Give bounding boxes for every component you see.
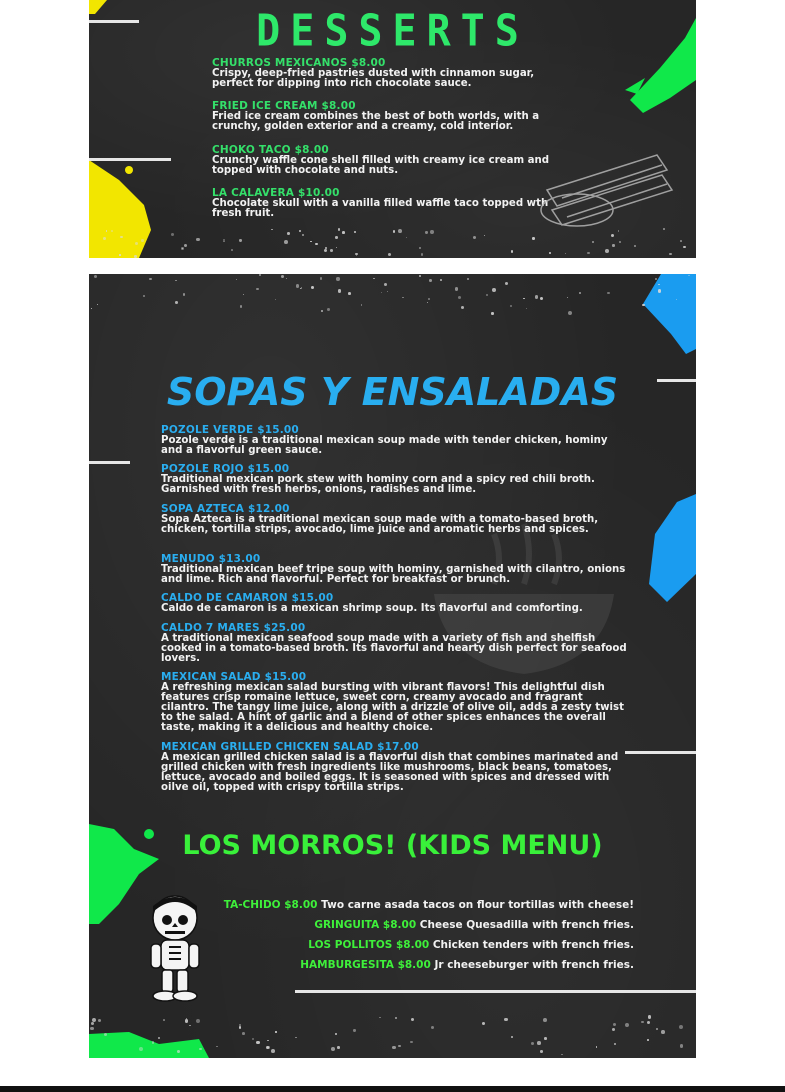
chalk-speck [568, 311, 572, 315]
chalk-speck [315, 243, 317, 245]
chalk-speck [484, 235, 486, 237]
chalk-speck [239, 1026, 241, 1028]
chalk-speck [683, 246, 686, 249]
chalk-speck [381, 292, 382, 293]
chalk-speck [486, 294, 489, 297]
chalk-speck [523, 298, 524, 299]
chalk-speck [336, 277, 339, 280]
chalk-speck [565, 253, 566, 254]
chalk-speck [461, 306, 465, 310]
chalk-speck [216, 1046, 217, 1047]
divider-rule [89, 158, 171, 161]
item-description: Traditional mexican beef tripe soup with hominy, garnished with cilantro, onions and lime. Rich and flavorful. Perfect for breakfast or brunch. [161, 564, 626, 585]
chalk-speck [619, 241, 621, 243]
chalk-speck [184, 244, 187, 247]
chalk-speck [641, 1021, 643, 1023]
chalk-speck [353, 1029, 355, 1031]
chalk-speck [680, 240, 682, 242]
desserts-title: DESSERTS [256, 5, 529, 57]
chalk-speck [302, 234, 303, 235]
kids-menu-item [300, 959, 634, 971]
chalk-speck [256, 288, 259, 291]
chalk-speck [567, 297, 569, 299]
kids-menu-item [314, 919, 634, 931]
chalk-speck [91, 308, 93, 310]
chalk-speck [663, 228, 665, 230]
chalk-speck [605, 249, 609, 253]
chalk-speck [152, 1041, 154, 1043]
chalk-speck [231, 249, 233, 251]
chalk-speck [134, 255, 136, 257]
chalk-speck [419, 247, 421, 249]
blue-paint-splash [647, 494, 696, 604]
chalk-speck [175, 301, 178, 304]
item-name: POZOLE VERDE $15.00 [161, 424, 299, 436]
yellow-paint-splash [89, 150, 159, 258]
menu-item [212, 101, 572, 132]
chalk-speck [680, 1044, 683, 1047]
menu-item [212, 188, 572, 219]
chalk-speck [647, 1039, 649, 1041]
chalk-speck [540, 1050, 543, 1053]
chalk-speck [239, 239, 241, 241]
chalk-speck [223, 239, 225, 241]
item-name: LOS POLLITOS $8.00 [308, 939, 430, 951]
chalk-speck [331, 1047, 335, 1051]
divider-rule [295, 990, 696, 993]
chalk-speck [388, 253, 391, 256]
chalk-speck [286, 278, 287, 279]
item-name: MEXICAN SALAD $15.00 [161, 671, 307, 683]
sopas-title: SOPAS Y ENSALADAS [166, 370, 619, 414]
chalk-speck [267, 1040, 268, 1041]
chalk-speck [618, 230, 619, 231]
item-description: Cheese Quesadilla with french fries. [419, 919, 634, 931]
soups-panel [89, 274, 696, 1058]
chalk-speck [119, 254, 121, 256]
chalk-speck [648, 1015, 651, 1018]
menu-item [212, 58, 572, 89]
item-name: TA-CHIDO $8.00 [223, 899, 318, 911]
item-description: A traditional mexican seafood soup made with a variety of fish and shelfish cooked in a tomato-based broth. Its flavorful and hearty dish perfect for seafood lovers. [161, 633, 627, 664]
chalk-speck [425, 231, 427, 233]
item-name: MEXICAN GRILLED CHICKEN SALAD $17.00 [161, 741, 419, 753]
chalk-speck [354, 231, 357, 234]
chalk-speck [335, 236, 338, 239]
chalk-speck [252, 1038, 254, 1040]
chalk-speck [281, 275, 284, 278]
chalk-speck [338, 289, 342, 293]
chalk-speck [321, 310, 323, 312]
chalk-speck [458, 296, 461, 299]
chalk-speck [335, 1033, 337, 1035]
chalk-speck [596, 1046, 597, 1047]
chalk-speck [171, 233, 174, 236]
chalk-speck [175, 280, 176, 281]
chalk-speck [592, 241, 594, 243]
chalk-speck [310, 241, 311, 242]
chalk-speck [94, 275, 97, 278]
chalk-speck [361, 304, 362, 305]
chalk-speck [561, 1054, 562, 1055]
chalk-speck [97, 304, 98, 305]
chalk-speck [243, 294, 244, 295]
desserts-panel [89, 0, 696, 258]
item-name: CHURROS MEXICANOS $8.00 [212, 57, 386, 69]
chalk-speck [642, 304, 644, 306]
chalk-speck [505, 282, 508, 285]
green-paint-splash [89, 1014, 209, 1058]
chalk-speck [656, 1028, 658, 1030]
chalk-speck [492, 288, 496, 292]
chalk-speck [428, 298, 430, 300]
item-name: LA CALAVERA $10.00 [212, 187, 340, 199]
chalk-speck [135, 242, 138, 245]
chalk-speck [532, 237, 534, 239]
chalk-speck [427, 302, 428, 303]
chalk-speck [299, 230, 301, 232]
chalk-speck [510, 305, 512, 307]
item-description: Jr cheeseburger with french fries. [434, 959, 634, 971]
item-description: Caldo de camaron is a mexican shrimp soup. Its flavorful and comforting. [161, 603, 583, 614]
item-name: CALDO DE CAMARON $15.00 [161, 592, 334, 604]
chalk-speck [467, 278, 469, 280]
chalk-speck [348, 292, 351, 295]
chalk-speck [266, 1046, 269, 1049]
menu-item [212, 145, 572, 176]
chalk-speck [287, 232, 290, 235]
chalk-speck [256, 1041, 259, 1044]
chalk-speck [614, 1043, 616, 1045]
chalk-speck [143, 295, 145, 297]
chalk-speck [431, 1026, 435, 1030]
chalk-speck [410, 1041, 412, 1043]
divider-rule [89, 461, 130, 464]
chalk-speck [579, 292, 581, 294]
menu-item [161, 742, 631, 793]
chalk-speck [544, 1037, 547, 1040]
chalk-speck [295, 1037, 296, 1038]
chalk-speck [611, 234, 614, 237]
skeleton-kid-illustration [147, 894, 203, 1002]
kids-menu-item [224, 899, 634, 911]
chalk-speck [473, 236, 476, 239]
chalk-speck [355, 253, 358, 256]
item-name: GRINGUITA $8.00 [314, 919, 417, 931]
chalk-speck [373, 278, 375, 280]
chalk-speck [537, 1041, 541, 1045]
chalk-speck [239, 1024, 241, 1026]
item-description: Sopa Azteca is a traditional mexican soup made with a tomato-based broth, chicken, tortilla strips, avocado, lime juice and aromatic herbs and spices. [161, 514, 599, 535]
chalk-speck [236, 279, 237, 280]
divider-rule [625, 751, 696, 754]
chalk-speck [395, 1017, 397, 1019]
churro-illustration [537, 140, 687, 230]
item-description: A refreshing mexican salad bursting with vibrant flavors! This delightful dish features crisp romaine lettuce, sweet corn, creamy avocado and fragrant cilantro. The tangy lime juice, along with a drizzle of olive oil, adds a zesty twist to the salad. A hint of garlic and a blend of other spices enhances the overall taste, making it a delicious and healthy choice. [161, 682, 624, 733]
chalk-speck [455, 287, 459, 291]
chalk-speck [540, 297, 544, 301]
chalk-speck [320, 277, 323, 280]
chalk-speck [613, 1023, 616, 1026]
chalk-speck [199, 1048, 202, 1051]
item-description: A mexican grilled chicken salad is a flavorful dish that combines marinated and grilled chicken with fresh ingredients like mushrooms, black beans, tomatoes, lettuce, avocado and boiled eggs. It is seasoned with spices and dressed with oilve oil, topped with crispy tortilla strips. [161, 752, 619, 793]
item-description: Two carne asada tacos on flour tortillas with cheese! [321, 899, 634, 911]
chalk-speck [181, 247, 184, 250]
chalk-speck [676, 299, 677, 300]
menu-item [161, 672, 631, 733]
item-description: Chicken tenders with french fries. [432, 939, 634, 951]
kids-menu-title: LOS MORROS! (KIDS MENU) [182, 830, 603, 861]
chalk-speck [612, 244, 614, 246]
chalk-speck [336, 247, 337, 248]
menu-item [161, 464, 631, 495]
chalk-speck [139, 1047, 143, 1051]
chalk-speck [411, 1018, 414, 1021]
chalk-speck [440, 279, 442, 281]
item-description: Crunchy waffle cone shell filled with creamy ice cream and topped with chocolate and nuts. [212, 155, 550, 176]
chalk-speck [419, 275, 421, 277]
chalk-speck [491, 312, 493, 314]
item-description: Traditional mexican pork stew with hominy corn and a spicy red chili broth. Garnished with fresh herbs, onions, radishes and lime. [161, 474, 595, 495]
item-name: HAMBURGESITA $8.00 [300, 959, 431, 971]
chalk-speck [511, 1036, 513, 1038]
chalk-speck [120, 236, 122, 238]
menu-item [161, 425, 631, 456]
chalk-speck [625, 1023, 629, 1027]
chalk-speck [535, 295, 538, 298]
chalk-speck [311, 286, 314, 289]
chalk-speck [406, 237, 408, 239]
chalk-speck [429, 279, 432, 282]
chalk-speck [607, 292, 609, 294]
chalk-speck [296, 284, 300, 288]
chalk-speck [661, 1030, 665, 1034]
chalk-speck [504, 1018, 507, 1021]
chalk-speck [242, 1032, 245, 1035]
chalk-speck [421, 253, 423, 255]
chalk-speck [275, 1031, 276, 1032]
item-name: SOPA AZTECA $12.00 [161, 503, 290, 515]
chalk-speck [393, 230, 395, 232]
chalk-speck [141, 239, 144, 242]
chalk-speck [342, 231, 345, 234]
chalk-speck [634, 245, 636, 247]
item-name: FRIED ICE CREAM $8.00 [212, 100, 356, 112]
menu-item [161, 623, 631, 664]
chalk-speck [196, 1019, 200, 1023]
chalk-speck [531, 1042, 534, 1045]
chalk-speck [338, 228, 340, 230]
chalk-speck [327, 308, 330, 311]
chalk-speck [430, 230, 434, 234]
chalk-speck [183, 293, 185, 295]
chalk-speck [612, 1028, 615, 1031]
chalk-speck [271, 1049, 275, 1053]
chalk-speck [275, 299, 276, 300]
chalk-speck [384, 283, 387, 286]
blue-paint-splash [641, 274, 696, 354]
chalk-speck [91, 1022, 94, 1025]
bottom-border-bar [0, 1086, 785, 1092]
item-description: Fried ice cream combines the best of both worlds, with a crunchy, golden exterior and a creamy, cold interior. [212, 111, 540, 132]
chalk-speck [402, 297, 404, 299]
menu-item [161, 593, 631, 614]
item-name: CALDO 7 MARES $25.00 [161, 622, 306, 634]
kids-menu-item [308, 939, 634, 951]
chalk-speck [549, 252, 551, 254]
chalk-speck [679, 1025, 683, 1029]
item-description: Crispy, deep-fried pastries dusted with cinnamon sugar, perfect for dipping into rich chocolate sauce. [212, 68, 535, 89]
chalk-speck [587, 252, 590, 255]
chalk-speck [330, 249, 333, 252]
chalk-speck [392, 1046, 396, 1050]
chalk-speck [271, 229, 273, 231]
chalk-speck [511, 250, 513, 252]
chalk-speck [324, 249, 327, 252]
item-name: CHOKO TACO $8.00 [212, 144, 329, 156]
chalk-speck [379, 1017, 381, 1019]
chalk-speck [647, 1021, 650, 1024]
chalk-speck [240, 305, 242, 307]
item-name: MENUDO $13.00 [161, 553, 261, 565]
item-description: Pozole verde is a traditional mexican soup made with tender chicken, hominy and a flavorful green sauce. [161, 435, 608, 456]
chalk-speck [482, 1022, 485, 1025]
chalk-speck [284, 240, 288, 244]
item-description: Chocolate skull with a vanilla filled waffle taco topped wth fresh fruit. [212, 198, 549, 219]
chalk-speck [398, 1045, 401, 1048]
item-name: POZOLE ROJO $15.00 [161, 463, 290, 475]
chalk-speck [669, 253, 671, 255]
chalk-speck [196, 238, 199, 241]
chalk-speck [111, 230, 113, 232]
chalk-speck [103, 237, 106, 240]
menu-item [161, 504, 631, 535]
chalk-speck [387, 291, 388, 292]
chalk-speck [337, 1046, 340, 1049]
chalk-speck [259, 274, 261, 276]
chalk-speck [163, 1019, 165, 1021]
chalk-speck [149, 278, 152, 281]
menu-item [161, 554, 631, 585]
chalk-speck [185, 1019, 188, 1022]
chalk-speck [543, 1018, 547, 1022]
chalk-speck [398, 229, 402, 233]
chalk-speck [526, 308, 527, 309]
